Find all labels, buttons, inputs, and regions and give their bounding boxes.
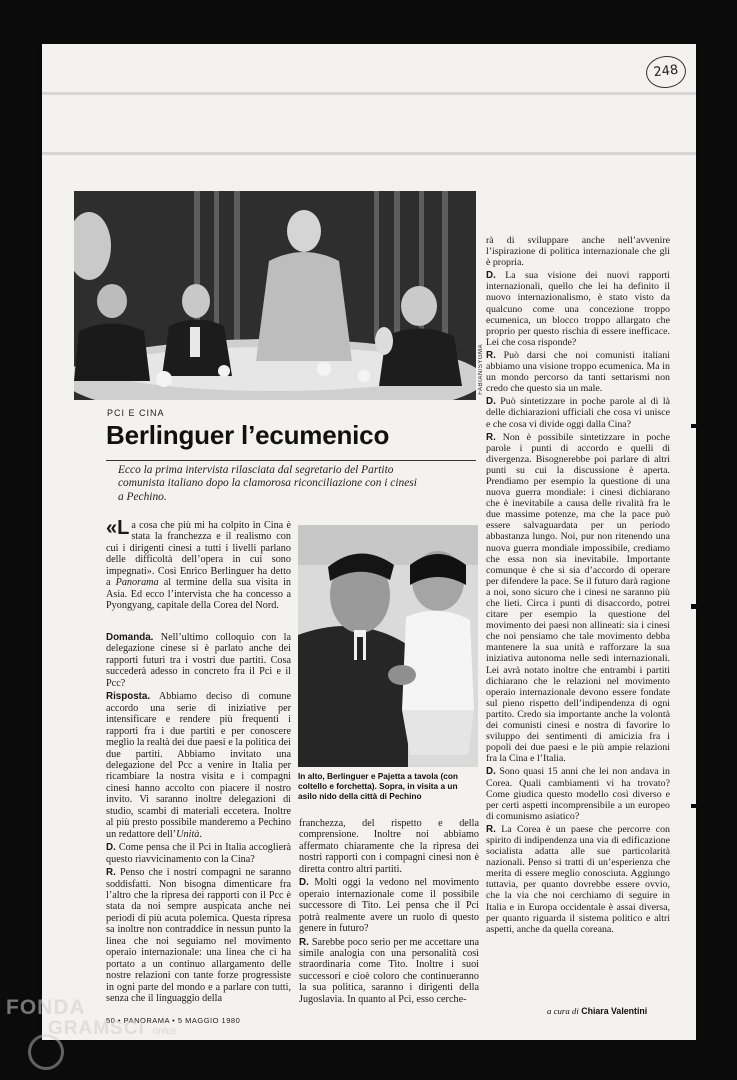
photo-kindergarten: [298, 525, 478, 767]
q-label: D.: [106, 842, 116, 854]
watermark-text-2: [48, 1018, 228, 1040]
a-label: R.: [106, 867, 116, 879]
page-footer: 50 • PANORAMA • 5 MAGGIO 1980: [106, 1016, 241, 1025]
banquet-photo-image: [74, 191, 476, 400]
q-text: Molti oggi la vedono nel movimento operaio internazionale come il possibile successore di Tito. Lei pensa che il Pci potrà realmente avere un ruolo di questo genere in futuro?: [299, 877, 479, 935]
kicker: PCI E CINA: [107, 408, 165, 418]
intro-text: a cosa che più mi ha colpito in Cina è stata la franchezza e il realismo con cui i dirigenti cinesi a tutti i livelli parlano delle difficoltà dell’opera in cui sono impegnati». Così Enrico Berlinguer ha detto a: [106, 520, 291, 589]
watermark-text: FONDA: [6, 996, 86, 1019]
question-1: [106, 632, 291, 689]
a-label: R.: [299, 936, 309, 948]
column-3-interview: [486, 235, 670, 1003]
q-label: D.: [486, 270, 496, 282]
byline: [547, 1006, 647, 1016]
answer-1: [106, 691, 291, 840]
photo-credit: FABIAN/SYGMA: [478, 344, 484, 395]
a-text: Abbiamo deciso di comune accordo una serie di iniziative per intensificare e rendere più frequenti i rapporti fra i due partiti e per conoscere meglio la realtà dei due paesi e la politica dei due partiti. Abbiamo invitato una delegazione del Pcc a venire in Italia per ricambiare la nostra visita e i compagni cinesi hanno accolto con piacere il nostro invito. Vi saranno inoltre delegazioni di studio, scambi di materiali eccetera. Inoltre al più presto possibile manderemo a Pechino un redattore dell’: [106, 691, 291, 840]
torn-edge: [691, 804, 699, 808]
headline-rule: [106, 460, 476, 461]
answer-5: [486, 432, 670, 765]
a-text: Penso che i nostri compagni ne saranno soddisfatti. Non bisogna dimenticare fra l’altro che la ripresa dei rapporti con il Pcc è stata da noi sempre auspicata anche nei periodi di più acuta polemica. Questa ripresa sa inoltre non contraddice in nessun punto la linea che noi seguiamo nel movimento operaio internazionale: una linea che ci ha portato a un continuo allargamento delle nostre relazioni con tante forze progressiste in ogni parte del mondo e a parlare con tutti, senza che il linguaggio della: [106, 867, 291, 1005]
a-italic: Unità: [176, 828, 200, 840]
q-text: Sono quasi 15 anni che lei non andava in Corea. Quali cambiamenti vi ha trovato? Come giudica questo modello così diverso e per certi aspetti incomprensibile a un europeo di comunismo asiatico?: [486, 766, 670, 822]
magazine-page: [42, 44, 696, 1040]
a-text: Sarebbe poco serio per me accettare una simile analogia con una personalità così straordinaria come Tito. Inoltre i suoi successori e cioè coloro che continueranno la sua politica, saranno i dirigenti della Jugoslavia. In quanto al Pci, esso cerche-: [299, 936, 479, 1005]
answer-4: [486, 350, 670, 394]
photo-banquet: [74, 191, 476, 400]
archive-page-number: 248: [644, 54, 687, 90]
question-2: [106, 842, 291, 865]
answer-3: [299, 937, 479, 1006]
column-1-intro: [106, 517, 291, 612]
headline: Berlinguer l’ecumenico: [106, 420, 390, 450]
question-3: [299, 877, 479, 934]
question-5: [486, 396, 670, 429]
intro-text-end: al termine della sua visita in Asia. Ed ecco l’intervista che ha concesso a Pyongyang, capitale della Corea del Nord.: [106, 577, 291, 612]
a-text: Può darsi che noi comunisti italiani abbiamo una visione troppo ecumenica. Ma in un mondo percorso da tanti settarismi non credo che questo sia un male.: [486, 349, 670, 395]
torn-edge: [691, 604, 699, 609]
answer-6: [486, 824, 670, 935]
a-text: La Corea è un paese che percorre con spirito di indipendenza una via di edificazione socialista adatta alle sue particolarità nazionali. Penso si tratti di un’esperienza che merita di essere meglio conosciuta. Aggiungo tuttavia, per quanto dovrebbe essere ovvio, che la via che noi cerchiamo di seguire in Italia e in Europa occidentale è assai diversa, per quanto riguarda il sistema politico e altri aspetti, anche da quella coreana.: [486, 823, 670, 935]
byline-name: Chiara Valentini: [581, 1006, 648, 1016]
column-1-interview: [106, 632, 291, 1010]
intro-paragraph: [106, 517, 291, 612]
column-2-interview: [299, 818, 479, 1018]
paper-fold-strip: [42, 92, 696, 95]
question-6: [486, 766, 670, 821]
a-label: Risposta.: [106, 691, 151, 703]
a-label: R.: [486, 349, 496, 361]
q-text: La sua visione dei nuovi rapporti internazionali, quello che lei ha definito il nuovo internazionalismo, è stato visto da qualcuno come una concezione troppo ecumenica, un blocco troppo allargato che proprio per questo rischia di essere inefficace. Lei che cosa risponde?: [486, 270, 670, 348]
byline-prefix: a cura di: [547, 1006, 579, 1016]
a-label: R.: [486, 431, 496, 443]
q-label: D.: [486, 766, 496, 778]
q-label: D.: [299, 877, 309, 889]
intro-italic: Panorama: [115, 577, 159, 589]
q-label: Domanda.: [106, 632, 154, 643]
question-4: [486, 270, 670, 348]
a-text: Non è possibile sintetizzare in poche parole i punti di accordo e quelli di divergenza. Bisognerebbe poi parlare di altri punti su cui la discussione è aperta. Prendiamo per esempio la questione di una nuova guerra mondiale: i cinesi dichiarano che è inevitabile a causa delle rivalità fra le due massime potenze, ma che la pace può essere salvaguardata per un periodo abbastanza lungo. Noi, pur non ritenendo una nuova guerra mondiale impossibile, crediamo che essa non sia inevitabile. Importante comunque è che si sia d’accordo di operare per difendere la pace. Se il futuro darà ragione a noi, sono sicuro che i cinesi ne saranno più che lieti. Circa i punti di disaccordo, potrei citare per esempio la questione del movimento dei paesi non allineati: sia i cinesi che noi pensiamo che tale movimento debba mantenere la sua unità e rafforzare la sua iniziativa autonoma nelle sedi internazionali. Lei avrà notato inoltre che entrambi i partiti dichiarano che le relazioni nel movimento operaio internazionale devono essere fondate sul pieno rispetto dell’indipendenza di ogni partito. Credo sia importante anche la volontà dei comunisti cinesi e nostra di favorire lo sviluppo dei sentimenti di amicizia fra i popoli dei due paesi e le più ampie relazioni fra la Cina e l’Italia.: [486, 431, 670, 765]
a-text-end: .: [199, 828, 202, 840]
watermark-onlus: onlus: [152, 1026, 177, 1037]
watermark-line: GRAMSCI: [48, 1018, 145, 1039]
answer-2: [106, 867, 291, 1004]
answer-2-continued: franchezza, del rispetto e della comprensione. Inoltre noi abbiamo affermato chiaramente che la ripresa dei nostri rapporti con i compagni cinesi non è diretta contro altri partiti.: [299, 818, 479, 875]
dropcap: «L: [106, 517, 130, 539]
q-text: Nell’ultimo colloquio con la delegazione cinese si è parlato anche dei rapporti futuri tra i vostri due partiti. Cosa succederà adesso in concreto fra il Pci e il Pcc?: [106, 632, 291, 689]
a-label: R.: [486, 823, 496, 835]
paper-fold-strip: [42, 152, 696, 155]
q-text: Come pensa che il Pci in Italia accoglierà questo riavvicinamento con la Cina?: [106, 842, 291, 865]
q-label: D.: [486, 396, 496, 408]
photo-caption: In alto, Berlinguer e Pajetta a tavola (con coltello e forchetta). Sopra, in visita a un asilo nido della città di Pechino: [298, 771, 458, 802]
answer-3-continued: rà di sviluppare anche nell’avvenire l’ispirazione di politica internazionale che gli è propria.: [486, 235, 670, 269]
deck: Ecco la prima intervista rilasciata dal segretario del Partito comunista italiano dopo la clamorosa riconciliazione con i cinesi a Pechino.: [118, 464, 417, 503]
torn-edge: [691, 424, 699, 428]
kindergarten-photo-image: [298, 525, 478, 767]
q-text: Può sintetizzare in poche parole al di là delle dichiarazioni ufficiali che cosa vi unisce e che cosa vi divide oggi dalla Cina?: [486, 396, 670, 430]
